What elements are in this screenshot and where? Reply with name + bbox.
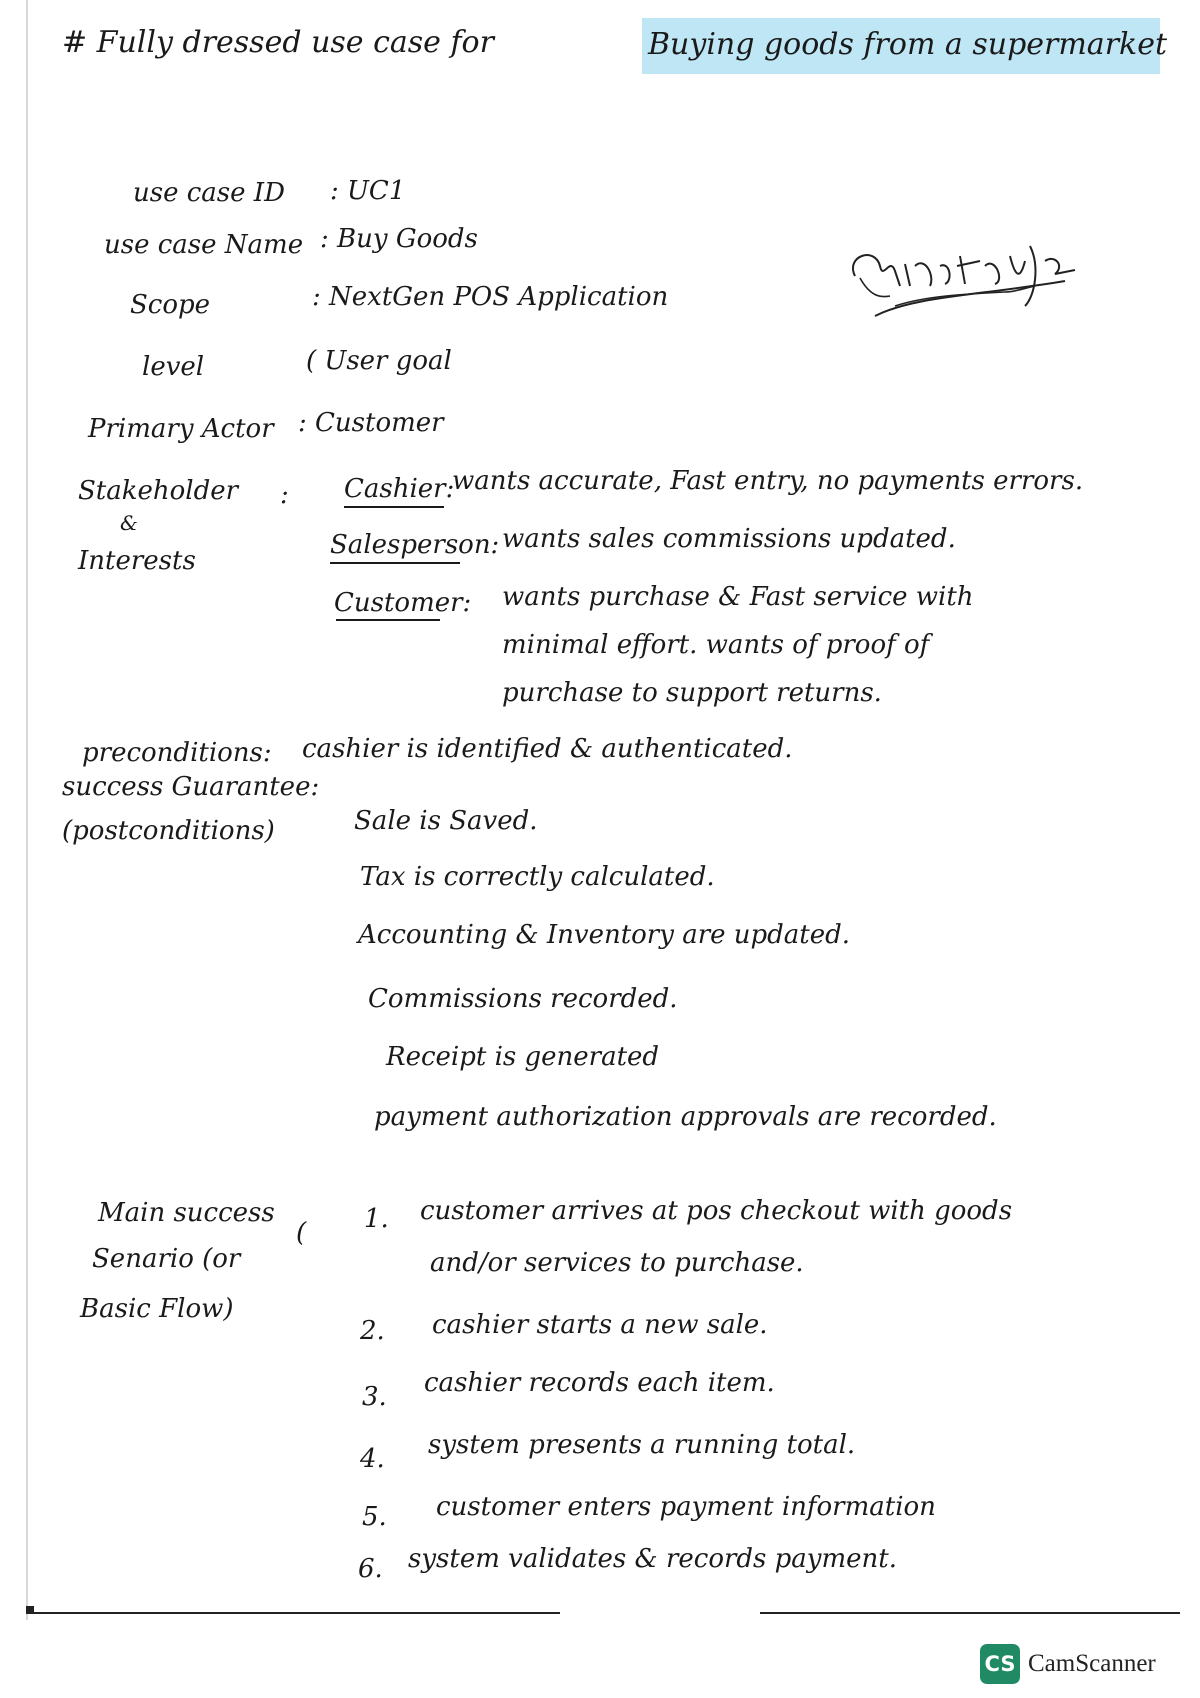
level-value: ( User goal <box>306 346 452 376</box>
customer-interest-line2: minimal effort. wants of proof of <box>502 630 930 660</box>
step-text: system validates & records payment. <box>408 1544 897 1574</box>
camscanner-watermark <box>980 1642 1156 1686</box>
cashier-underline <box>344 506 444 508</box>
step-text: cashier starts a new sale. <box>432 1310 768 1340</box>
step-text: cashier records each item. <box>424 1368 775 1398</box>
postcondition-item: Commissions recorded. <box>368 984 678 1014</box>
step-text: customer arrives at pos checkout with goods <box>420 1196 1013 1226</box>
salesperson-interest: wants sales commissions updated. <box>502 524 956 554</box>
step-number: 2. <box>360 1316 385 1346</box>
use-case-name-label: use case Name <box>104 230 304 260</box>
step-number: 3. <box>362 1382 387 1412</box>
step-number: 5. <box>362 1502 387 1532</box>
step-text: system presents a running total. <box>428 1430 856 1460</box>
primary-actor-value: : Customer <box>298 408 444 438</box>
postcondition-item: Tax is correctly calculated. <box>360 862 715 892</box>
page-title-highlighted: Buying goods from a supermarket <box>648 27 1168 62</box>
customer-interest-line1: wants purchase & Fast service with <box>502 582 974 612</box>
primary-actor-label: Primary Actor <box>88 414 274 444</box>
postcondition-item: Receipt is generated <box>386 1042 660 1072</box>
preconditions-text: cashier is identified & authenticated. <box>302 734 793 764</box>
customer-underline <box>336 619 440 621</box>
step-number: 6. <box>358 1554 383 1584</box>
camscanner-icon: CS <box>980 1644 1020 1684</box>
main-success-colon: ( <box>296 1218 307 1248</box>
use-case-id-value: : UC1 <box>330 176 406 206</box>
salesperson-underline <box>330 562 460 564</box>
page-left-edge <box>26 0 28 1620</box>
signature-image <box>835 236 1095 331</box>
step-number: 1. <box>364 1204 389 1234</box>
main-success-label: Main success <box>98 1198 275 1228</box>
scope-value: : NextGen POS Application <box>312 282 669 312</box>
use-case-name-value: : Buy Goods <box>320 224 478 254</box>
scope-label: Scope <box>130 290 211 320</box>
camscanner-label: CamScanner <box>1028 1650 1156 1677</box>
postcondition-item: payment authorization approvals are recorded. <box>374 1102 997 1132</box>
stakeholder-label-amp: & <box>120 511 138 535</box>
step-text: customer enters payment information <box>436 1492 936 1522</box>
preconditions-label: preconditions: <box>82 738 272 768</box>
interests-label: Interests <box>78 546 196 576</box>
salesperson-label: Salesperson: <box>330 530 500 560</box>
stakeholder-colon: : <box>280 480 289 510</box>
step-number: 4. <box>360 1444 385 1474</box>
cashier-interest: wants accurate, Fast entry, no payments errors. <box>452 466 1084 496</box>
level-label: level <box>142 352 205 382</box>
stakeholder-label: Stakeholder <box>78 476 239 506</box>
page-title-prefix: # Fully dressed use case for <box>62 25 494 60</box>
cashier-label: Cashier: <box>344 474 455 504</box>
main-success-label-line3: Basic Flow) <box>80 1294 234 1324</box>
main-success-label-line2: Senario (or <box>92 1244 241 1274</box>
postcondition-item: Accounting & Inventory are updated. <box>358 920 851 950</box>
postconditions-label: (postconditions) <box>62 816 275 846</box>
postcondition-item: Sale is Saved. <box>354 806 538 836</box>
customer-label: Customer: <box>334 588 472 618</box>
step-text-continued: and/or services to purchase. <box>430 1248 804 1278</box>
success-guarantee-label: success Guarantee: <box>62 772 320 802</box>
bottom-rule-gap <box>560 1612 760 1614</box>
use-case-id-label: use case ID <box>133 178 285 208</box>
customer-interest-line3: purchase to support returns. <box>502 678 882 708</box>
